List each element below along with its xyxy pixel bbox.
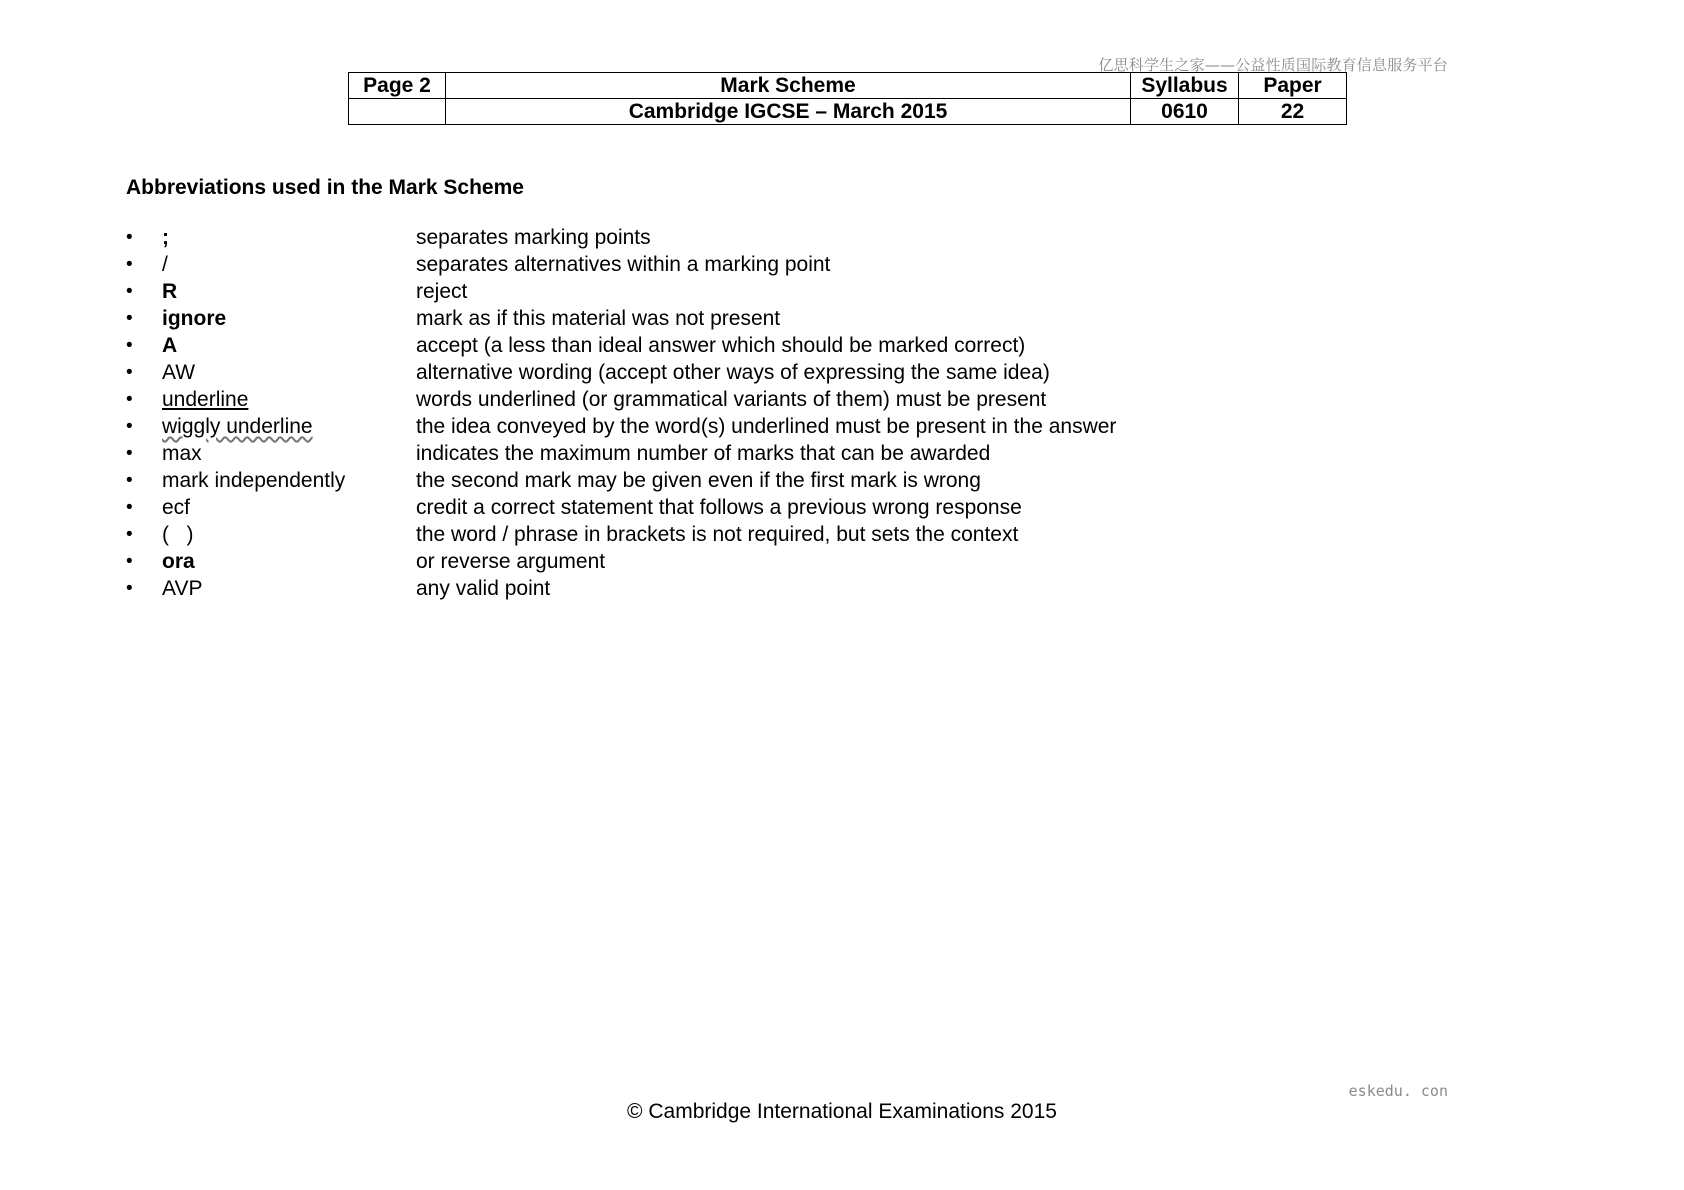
syllabus-code: 0610 [1131,99,1239,125]
abbr-desc: reject [416,280,468,303]
abbr-term: wiggly underline [162,415,313,438]
abbr-term: ( ) [162,523,194,546]
abbr-term: A [162,334,178,357]
bullet-icon: • [126,362,133,383]
abbr-desc: any valid point [416,577,551,600]
abbr-term: ecf [162,496,191,519]
copyright-footer: © Cambridge International Examinations 2015 [627,1100,1057,1123]
bullet-icon: • [126,470,133,491]
abbr-desc: the second mark may be given even if the first mark is wrong [416,469,981,492]
abbr-term: ora [162,550,195,573]
watermark-bottom: eskedu. con [1348,1082,1448,1100]
paper-label: Paper [1239,73,1347,99]
abbr-desc: alternative wording (accept other ways of expressing the same idea) [416,361,1050,384]
abbr-term: ignore [162,307,227,330]
header-row-1 [349,73,1347,99]
bullet-icon: • [126,389,133,410]
doc-subtitle: Cambridge IGCSE – March 2015 [446,99,1131,125]
abbr-desc: separates marking points [416,226,651,249]
bullet-icon: • [126,281,133,302]
abbr-desc: mark as if this material was not present [416,307,781,330]
bullet-icon: • [126,227,133,248]
bullet-icon: • [126,416,133,437]
abbr-term: / [162,253,168,276]
abbr-desc: separates alternatives within a marking point [416,253,831,276]
abbr-term: max [162,442,202,465]
abbr-term: ; [162,226,169,249]
abbr-desc: words underlined (or grammatical variants of them) must be present [416,388,1047,411]
abbr-term: mark independently [162,469,346,492]
bullet-icon: • [126,497,133,518]
abbr-term: AW [162,361,196,384]
abbr-desc: accept (a less than ideal answer which should be marked correct) [416,334,1026,357]
abbr-desc: credit a correct statement that follows a previous wrong response [416,496,1022,519]
abbr-desc: indicates the maximum number of marks that can be awarded [416,442,991,465]
page-number: Page 2 [349,73,446,99]
abbr-desc: the word / phrase in brackets is not required, but sets the context [416,523,1019,546]
abbr-desc: the idea conveyed by the word(s) underlined must be present in the answer [416,415,1117,438]
empty-cell [349,99,446,125]
bullet-icon: • [126,443,133,464]
watermark-top: 亿思科学生之家——公益性质国际教育信息服务平台 [1098,56,1448,74]
bullet-icon: • [126,335,133,356]
header-row-2 [349,99,1347,125]
doc-title: Mark Scheme [446,73,1131,99]
bullet-icon: • [126,578,133,599]
syllabus-label: Syllabus [1131,73,1239,99]
paper-number: 22 [1239,99,1347,125]
bullet-icon: • [126,551,133,572]
abbr-term: AVP [162,577,203,600]
header-table [348,72,1347,125]
bullet-icon: • [126,254,133,275]
section-title: Abbreviations used in the Mark Scheme [126,176,524,199]
abbr-term: R [162,280,178,303]
abbr-term: underline [162,388,249,411]
abbr-desc: or reverse argument [416,550,606,573]
bullet-icon: • [126,524,133,545]
bullet-icon: • [126,308,133,329]
